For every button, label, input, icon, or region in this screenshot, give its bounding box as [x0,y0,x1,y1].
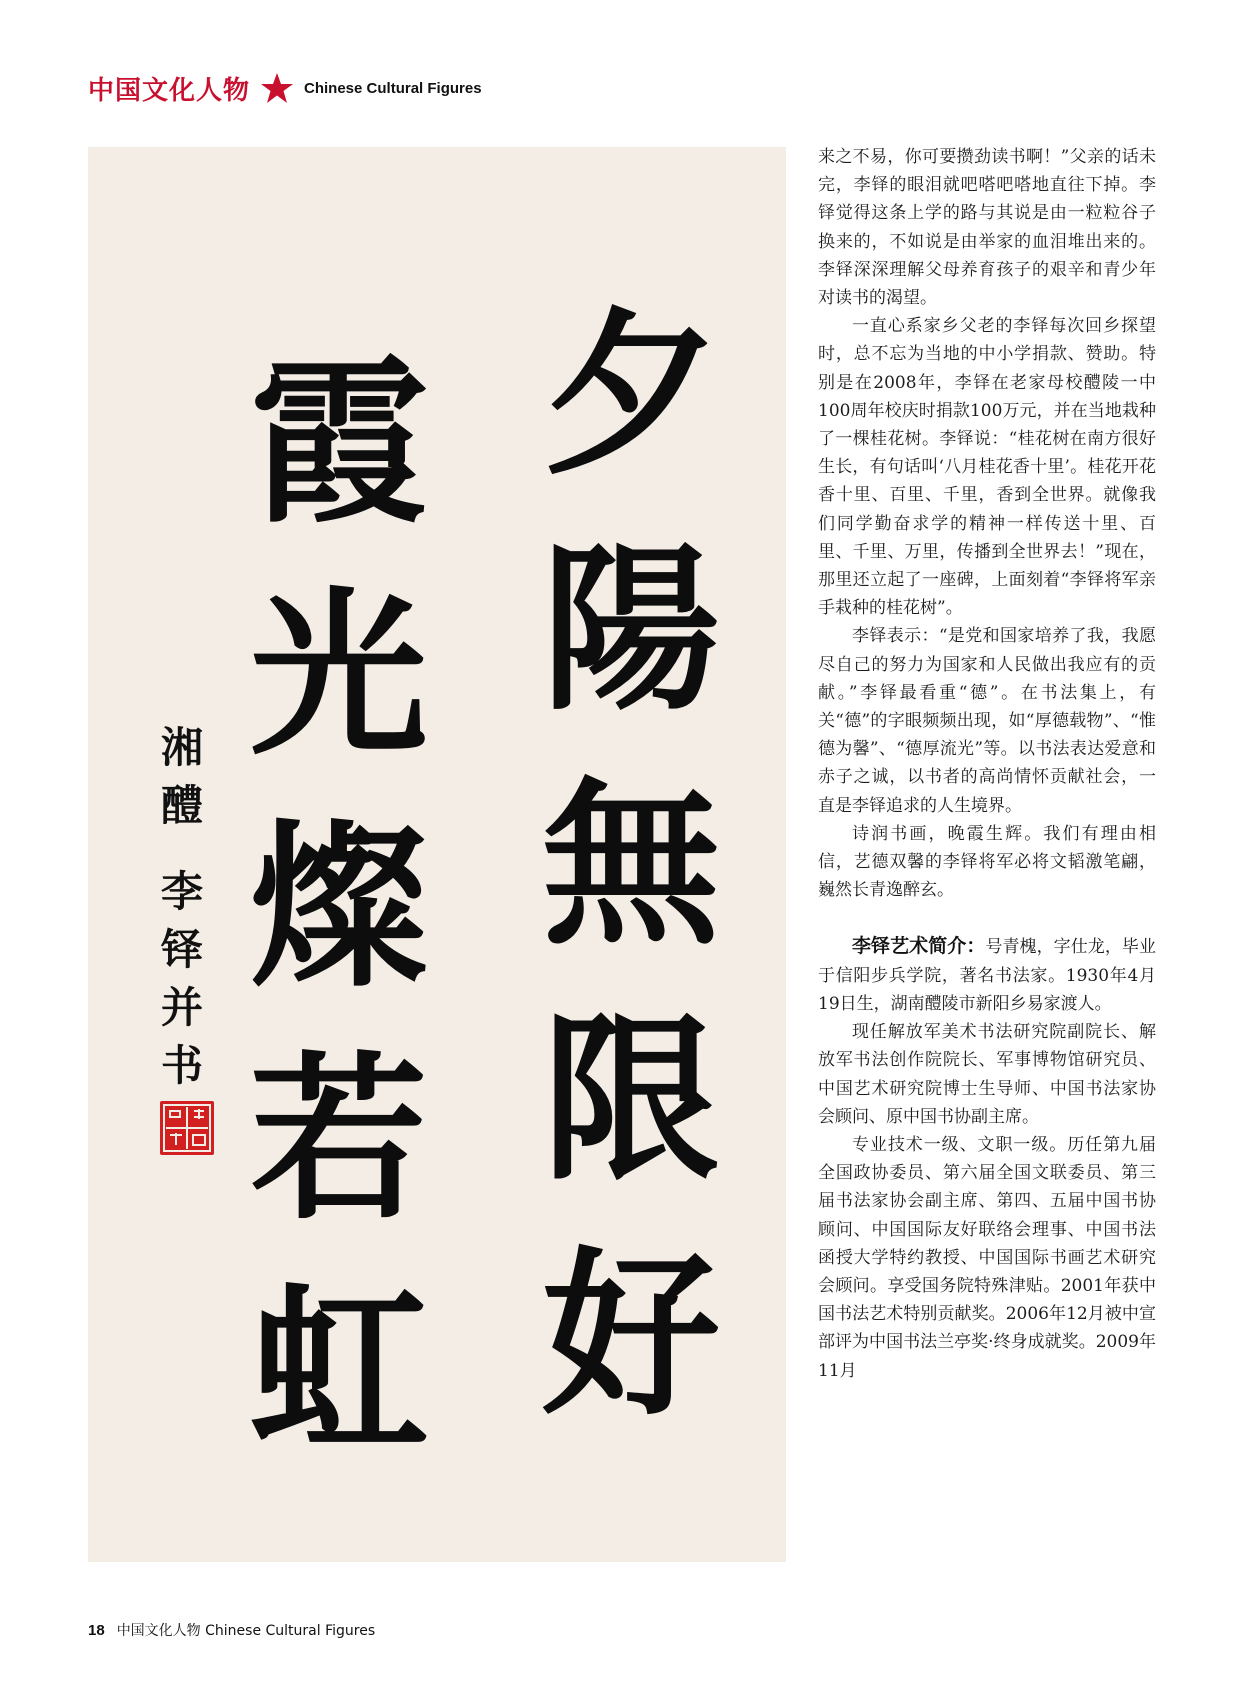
magazine-title-cn: 中国文化人物 [88,75,251,106]
calligraphy-artwork [88,147,786,1562]
calligraphy-char: 虹 [250,1266,428,1475]
calligraphy-char: 若 [250,1034,428,1243]
footer-title: 中国文化人物 Chinese Cultural Figures [116,1623,376,1639]
calligraphy-char: 好 [542,1230,720,1439]
bio-paragraph: 现任解放军美术书法研究院副院长、解放军书法创作院院长、军事博物馆研究员、中国艺术研究院博士生导师、中国书法家协会顾问、原中国书协副主席。 [818,1022,1156,1127]
magazine-title-en: Chinese Cultural Figures [304,79,482,97]
star-icon [260,71,294,105]
article-paragraph: 李铎表示：“是党和国家培养了我，我愿尽自己的努力为国家和人民做出我应有的贡献。”李铎最看重“德”。在书法集上，有关“德”的字眼频频出现，如“厚德载物”、“惟德为馨”、“德厚流光”等。以书法表达爱意和赤子之诚，以书者的高尚情怀贡献社会，一直是李铎追求的人生境界。 [818,626,1156,816]
article-paragraph: 诗润书画，晚霞生辉。我们有理由相信，艺德双馨的李铎将军必将文韬激笔翩，巍然长青逸醉玄。 [818,823,1156,901]
bio-paragraph: 专业技术一级、文职一级。历任第九届全国政协委员、第六届全国文联委员、第三届书法家协会副主席、第四、五届中国书协顾问、中国国际友好联络会理事、中国书法函授大学特约教授、中国国际书画艺术研究会顾问。享受国务院特殊津贴。2001年获中国书法艺术特别贡献奖。2006年12月被中宣部评为中国书法兰亭奖·终身成就奖。2009年11月 [818,1134,1156,1381]
signature-char: 书 [160,1041,203,1090]
signature-char: 醴 [160,781,203,830]
signature-char: 并 [160,983,203,1032]
signature-char: 铎 [160,925,203,974]
page-footer [88,1620,375,1640]
artist-signature [154,719,210,1095]
calligraphy-char: 霞 [250,338,428,547]
artist-seal-icon [158,1099,216,1157]
calligraphy-char: 燦 [250,802,428,1011]
article-paragraph: 来之不易，你可要攒劲读书啊！”父亲的话未完，李铎的眼泪就吧嗒吧嗒地直往下掉。李铎觉得这条上学的路与其说是由一粒粒谷子换来的，不如说是由举家的血泪堆出来的。李铎深深理解父母养育孩子的艰辛和青少年对读书的渴望。 [818,147,1156,309]
signature-char: 湘 [160,723,203,772]
masthead [88,70,482,106]
page-number: 18 [88,1622,105,1639]
article-paragraph: 一直心系家乡父老的李铎每次回乡探望时，总不忘为当地的中小学捐款、赞助。特别是在2008年，李铎在老家母校醴陵一中100周年校庆时捐款100万元，并在当地栽种了一棵桂花树。李铎说：“桂花树在南方很好生长，有句话叫‘八月桂花香十里’。桂花开花香十里、百里、千里，香到全世界。就像我们同学勤奋求学的精神一样传送十里、百里、千里、万里，传播到全世界去！”现在，那里还立起了一座碑，上面刻着“李铎将军亲手栽种的桂花树”。 [818,316,1156,619]
calligraphy-right-column [536,277,726,1452]
calligraphy-char: 夕 [542,290,720,499]
calligraphy-char: 陽 [542,525,720,734]
calligraphy-char: 無 [542,760,720,969]
calligraphy-char: 光 [250,570,428,779]
bio-lead: 号青槐，字仕龙，毕业于信阳步兵学院，著名书法家。1930年4月19日生，湖南醴陵市新阳乡易家渡人。 [818,937,1156,1014]
calligraphy-left-column [244,327,434,1487]
bio-heading: 李铎艺术简介： [852,935,986,958]
article-body [818,143,1156,1385]
calligraphy-char: 限 [542,995,720,1204]
bio-intro-paragraph [818,932,1156,1018]
signature-char: 李 [160,867,203,916]
